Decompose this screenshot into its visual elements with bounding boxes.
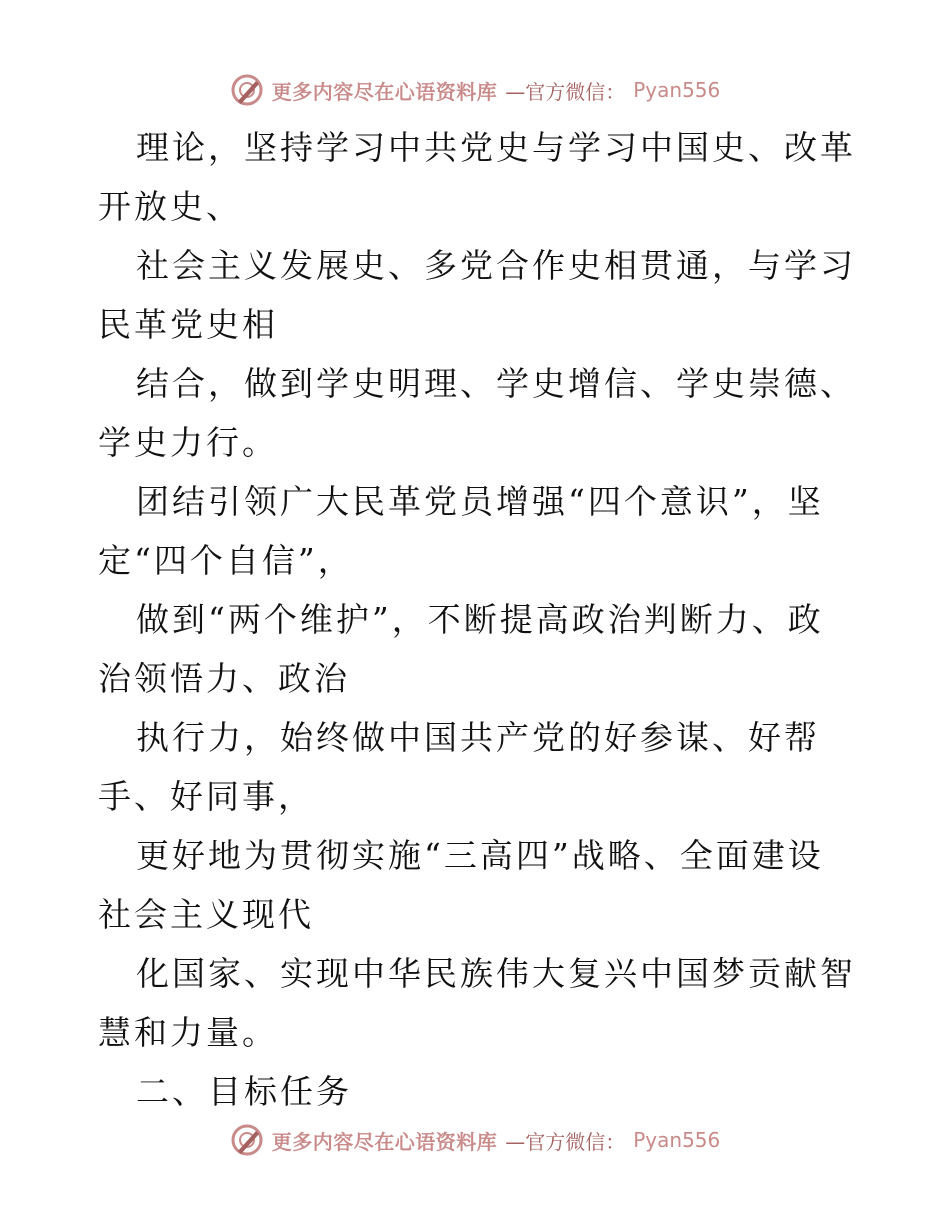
banner-main-text: 更多内容尽在心语资料库 [271, 1129, 498, 1154]
banner-wechat-id: Pyan556 [633, 1128, 721, 1152]
paragraph: 更好地为贯彻实施“三高四”战略、全面建设社会主义现代 [98, 836, 824, 934]
paragraph: 执行力，始终做中国共产党的好参谋、好帮手、好同事， [98, 718, 820, 816]
banner-sub-text: —官方微信： [505, 79, 626, 104]
header-watermark-banner [0, 70, 950, 110]
paragraph: 社会主义发展史、多党合作史相贯通，与学习民革党史相 [98, 246, 856, 344]
banner-sub-text: —官方微信： [505, 1129, 626, 1154]
section-heading: 二、目标任务 [136, 1072, 352, 1111]
pen-logo-icon [230, 73, 264, 107]
banner-wechat-id: Pyan556 [633, 78, 721, 102]
paragraph: 化国家、实现中华民族伟大复兴中国梦贡献智慧和力量。 [98, 954, 856, 1052]
paragraph: 结合，做到学史明理、学史增信、学史崇德、学史力行。 [98, 364, 856, 462]
paragraph: 理论，坚持学习中共党史与学习中国史、改革开放史、 [98, 128, 856, 226]
footer-watermark-banner [0, 1120, 950, 1160]
paragraph: 做到“两个维护”，不断提高政治判断力、政治领悟力、政治 [98, 600, 824, 698]
document-body [98, 118, 858, 1121]
banner-main-text: 更多内容尽在心语资料库 [271, 79, 498, 104]
pen-logo-icon [230, 1123, 264, 1157]
paragraph: 团结引领广大民革党员增强“四个意识”，坚定“四个自信”， [98, 482, 824, 580]
